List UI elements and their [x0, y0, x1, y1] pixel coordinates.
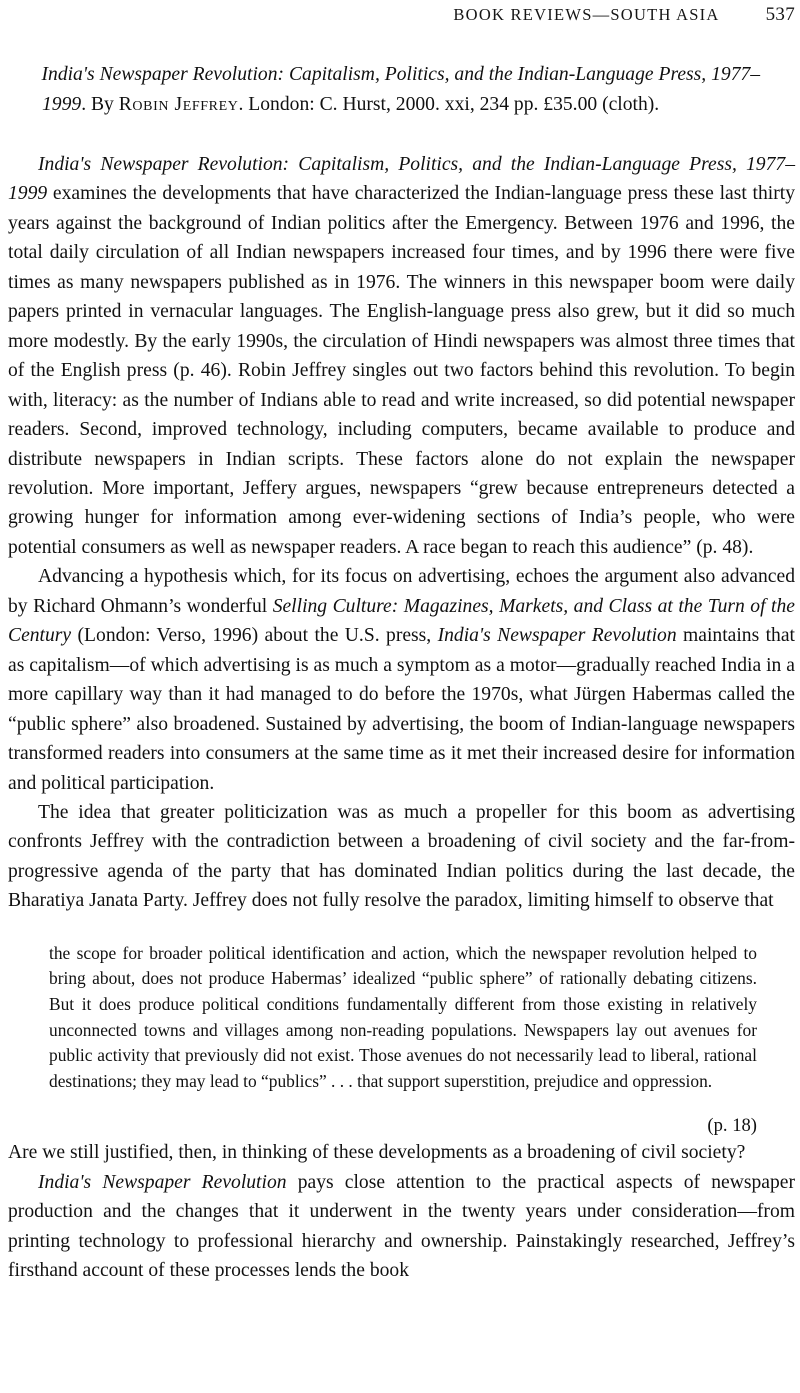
- by-label: . By: [81, 93, 119, 115]
- paragraph-4: Are we still justified, then, in thinking of these developments as a broadening of civil society?: [8, 1142, 746, 1164]
- page-content: [8, 60, 795, 1286]
- paragraph-1-title: India's Newspaper Revolution: Capitalism, Politics, and the Indian-Language Press, 1977–1999: [8, 154, 795, 205]
- paragraph-2: [8, 562, 795, 798]
- paragraph-2-text-b: (London: Verso, 1996) about the U.S. press,: [71, 625, 438, 647]
- paragraph-5: [8, 1168, 795, 1286]
- ohmann-book-title: Selling Culture: Magazines, Markets, and Class at the Turn of the Century: [8, 595, 795, 647]
- jeffrey-book-title-ref-1: India's Newspaper Revolution: [437, 625, 677, 647]
- paragraph-1: [8, 150, 795, 562]
- review-body: [8, 150, 795, 1286]
- page-number: 537: [765, 4, 795, 25]
- block-quote: [8, 941, 795, 1095]
- block-quote-source: (p. 18): [707, 1115, 757, 1137]
- paragraph-2-text-c: maintains that as capitalism—of which advertising is as much a symptom as a motor—gradually reached India in a more capillary way than it had managed to do before the 1970s, what Jürgen Habermas called the “public sphere” also broadened. Sustained by advertising, the boom of Indian-language newspapers transformed readers into consumers at the same time as it met their increased desire for information and political participation.: [8, 625, 795, 794]
- running-head: [8, 4, 795, 28]
- paragraph-2-text-a: Advancing a hypothesis which, for its focus on advertising, echoes the argument also advanced by Richard Ohmann’s wonderful: [8, 566, 795, 617]
- paragraph-5-text: pays close attention to the practical aspects of newspaper production and the changes that it underwent in the twenty years under consideration—from printing technology to professional hierarchy and ownership. Painstakingly researched, Jeffrey’s firsthand account of these processes lends the book: [8, 1171, 795, 1282]
- book-author: Robin Jeffrey: [118, 93, 239, 115]
- block-quote-text: the scope for broader political identification and action, which the newspaper revolution helped to bring about, does not produce Habermas’ idealized “public sphere” of rationally debating citizens. But it does produce political conditions fundamentally different from those existing in relatively unconnected towns and villages among non-reading populations. Newspapers lay out avenues for public activity that previously did not exist. Those avenues do not necessarily lead to liberal, rational destinations; they may lead to “publics” . . . that support superstition, prejudice and oppression.: [49, 942, 757, 1091]
- book-citation: [8, 60, 795, 119]
- jeffrey-book-title-ref-2: India's Newspaper Revolution: [38, 1171, 287, 1193]
- book-imprint: . London: C. Hurst, 2000. xxi, 234 pp. £35.00 (cloth).: [238, 93, 660, 115]
- running-head-title: BOOK REVIEWS—SOUTH ASIA: [453, 5, 720, 24]
- book-title: India's Newspaper Revolution: Capitalism, Politics, and the Indian-Language Press, 1977–1999: [41, 64, 761, 115]
- paragraph-3: The idea that greater politicization was as much a propeller for this boom as advertising confronts Jeffrey with the contradiction between a broadening of civil society and the far-from-progressive agenda of the party that has dominated Indian politics during the last decade, the Bharatiya Janata Party. Jeffrey does not fully resolve the paradox, limiting himself to observe that: [8, 801, 795, 912]
- paragraph-1-text: examines the developments that have characterized the Indian-language press these last thirty years against the background of Indian politics after the Emergency. Between 1976 and 1996, the total daily circulation of all Indian newspapers increased four times, and by 1996 there were five times as many newspapers published as in 1976. The winners in this newspaper boom were daily papers printed in vernacular languages. The English-language press also grew, but it did so much more modestly. By the early 1990s, the circulation of Hindi newspapers was almost three times that of the English press (p. 46). Robin Jeffrey singles out two factors behind this revolution. To begin with, literacy: as the number of Indians able to read and write increased, so did potential newspaper readers. Second, improved technology, including computers, became available to produce and distribute newspapers in Indian scripts. These factors alone do not explain the newspaper revolution. More important, Jeffery argues, newspapers “grew because entrepreneurs detected a growing hunger for information among ever-widening sections of India’s people, who were potential consumers as well as newspaper readers. A race began to reach this audience” (p. 48).: [8, 183, 795, 558]
